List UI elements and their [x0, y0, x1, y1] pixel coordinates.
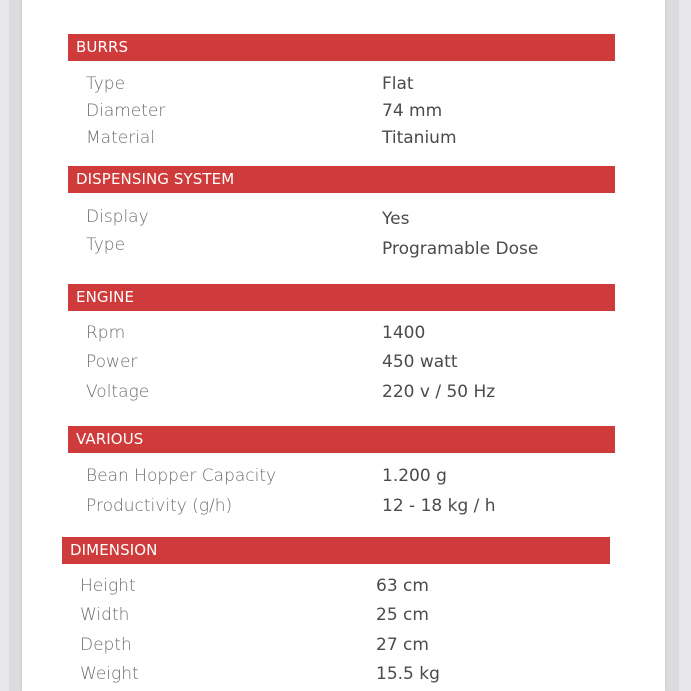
spec-label: Height — [80, 576, 136, 596]
spec-row-burrs-material — [86, 126, 606, 150]
spec-row-dispensing-type — [86, 233, 606, 257]
spec-label: Material — [86, 128, 156, 148]
spec-label: Display — [86, 207, 149, 227]
spec-label: Productivity (g/h) — [86, 496, 233, 516]
spec-value: Titanium — [382, 128, 457, 148]
spec-value: Yes — [382, 209, 410, 229]
spec-row-engine-voltage — [86, 380, 606, 404]
spec-label: Weight — [80, 664, 139, 684]
spec-row-engine-rpm — [86, 321, 606, 345]
spec-label: Rpm — [86, 323, 126, 343]
spec-row-dimension-weight — [80, 662, 600, 686]
spec-value: 63 cm — [376, 576, 429, 596]
spec-value: Flat — [382, 74, 414, 94]
spec-row-burrs-diameter — [86, 99, 606, 123]
spec-row-dimension-height — [80, 574, 600, 598]
section-header-engine: ENGINE — [68, 284, 615, 311]
spec-row-dispensing-display — [86, 205, 606, 229]
spec-label: Type — [86, 235, 126, 255]
spec-value: 220 v / 50 Hz — [382, 382, 496, 402]
page-edge-left — [9, 0, 22, 691]
section-header-various: VARIOUS — [68, 426, 615, 453]
spec-label: Voltage — [86, 382, 150, 402]
spec-label: Bean Hopper Capacity — [86, 466, 277, 486]
spec-value: 450 watt — [382, 352, 458, 372]
spec-value: 27 cm — [376, 635, 429, 655]
spec-row-various-productivity — [86, 494, 606, 518]
spec-label: Depth — [80, 635, 132, 655]
spec-row-burrs-type — [86, 72, 606, 96]
section-header-dimension: DIMENSION — [62, 537, 610, 564]
spec-value: 74 mm — [382, 101, 443, 121]
spec-label: Power — [86, 352, 138, 372]
spec-value: Programable Dose — [382, 239, 539, 259]
spec-value: 25 cm — [376, 605, 429, 625]
spec-value: 1400 — [382, 323, 426, 343]
spec-row-dimension-depth — [80, 633, 600, 657]
spec-label: Type — [86, 74, 126, 94]
spec-label: Width — [80, 605, 130, 625]
spec-label: Diameter — [86, 101, 166, 121]
spec-row-various-hopper — [86, 464, 606, 488]
section-header-dispensing-system: DISPENSING SYSTEM — [68, 166, 615, 193]
spec-row-engine-power — [86, 350, 606, 374]
spec-value: 1.200 g — [382, 466, 447, 486]
spec-value: 15.5 kg — [376, 664, 440, 684]
section-header-burrs: BURRS — [68, 34, 615, 61]
page-edge-right — [665, 0, 679, 691]
spec-value: 12 - 18 kg / h — [382, 496, 496, 516]
spec-row-dimension-width — [80, 603, 600, 627]
